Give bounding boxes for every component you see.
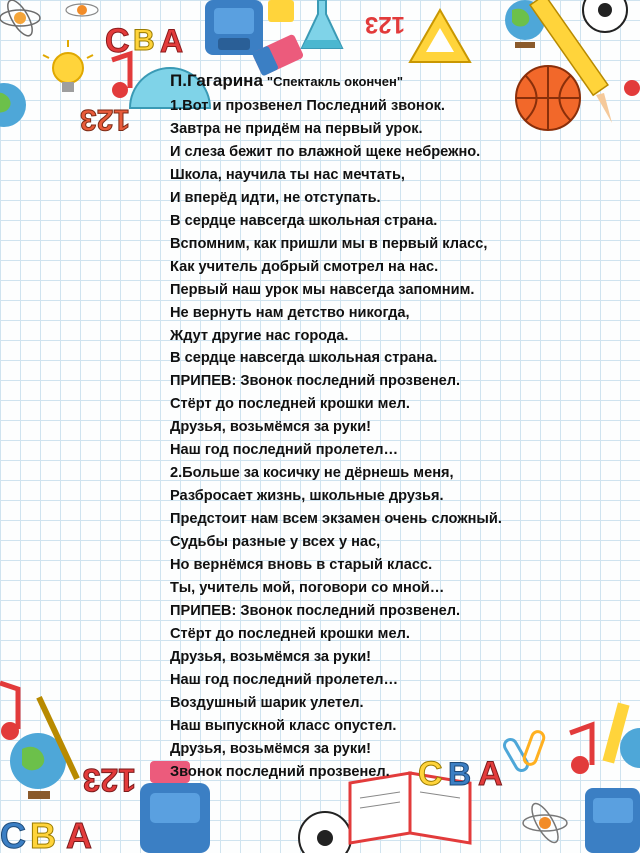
paint-tube-icon bbox=[268, 0, 294, 22]
poem-line: Завтра не придём на первый урок. bbox=[170, 120, 423, 137]
poem-line: Наш год последний пролетел… bbox=[170, 671, 399, 688]
poem-line: Ты, учитель мой, поговори со мной… bbox=[170, 580, 445, 597]
title-row bbox=[170, 70, 600, 93]
poem-line: Воздушный шарик улетел. bbox=[170, 694, 364, 711]
atom-icon bbox=[66, 4, 98, 16]
poem-line: Стёрт до последней крошки мел. bbox=[170, 625, 410, 642]
atom-icon bbox=[0, 0, 40, 39]
triangle-ruler-icon bbox=[410, 10, 470, 62]
poem-line: Друзья, возьмёмся за руки! bbox=[170, 648, 372, 665]
music-note-icon bbox=[112, 54, 130, 98]
poem-line: Звонок последний прозвенел. bbox=[170, 763, 390, 780]
poem-document bbox=[170, 70, 600, 784]
poem-line: Разбросает жизнь, школьные друзья. bbox=[170, 488, 444, 505]
poem-line: Первый наш урок мы навсегда запомним. bbox=[170, 281, 475, 298]
poem-line: ПРИПЕВ: Звонок последний прозвенел. bbox=[170, 373, 461, 390]
numbers-left: 123 bbox=[79, 103, 130, 136]
flask-icon bbox=[302, 0, 342, 48]
svg-text:A: A bbox=[160, 23, 184, 59]
poem-line: В сердце навсегда школьная страна. bbox=[170, 350, 438, 367]
poem-line: Ждут другие нас города. bbox=[170, 327, 349, 344]
globe-icon bbox=[620, 728, 640, 768]
poem-lines bbox=[170, 95, 600, 784]
backpack-icon bbox=[140, 783, 210, 853]
poem-line: Но вернёмся вновь в старый класс. bbox=[170, 557, 433, 574]
music-note-icon bbox=[624, 80, 640, 96]
poem-line: Наш выпускной класс опустел. bbox=[170, 717, 397, 734]
poem-line: Друзья, возьмёмся за руки! bbox=[170, 419, 372, 436]
poem-line: ПРИПЕВ: Звонок последний прозвенел. bbox=[170, 602, 461, 619]
svg-text:B: B bbox=[30, 815, 56, 853]
poem-line: И вперёд идти, не отступать. bbox=[170, 189, 381, 206]
poem-line: 1.Вот и прозвенел Последний звонок. bbox=[170, 98, 445, 114]
music-note-icon bbox=[0, 683, 19, 740]
author-name: П.Гагарина bbox=[170, 71, 263, 90]
poem-line: Не вернуть нам детство никогда, bbox=[170, 304, 410, 321]
svg-text:B: B bbox=[133, 24, 155, 57]
svg-text:C: C bbox=[0, 815, 26, 853]
poem-line: Предстоит нам всем экзамен очень сложный. bbox=[170, 511, 502, 528]
atom-icon bbox=[523, 800, 567, 846]
backpack-icon bbox=[205, 0, 263, 55]
poem-title: "Спектакль окончен" bbox=[266, 74, 404, 89]
svg-text:A: A bbox=[66, 815, 92, 853]
poem-line: В сердце навсегда школьная страна. bbox=[170, 212, 438, 229]
svg-text:A: A bbox=[478, 755, 503, 793]
letters-top: C bbox=[105, 22, 130, 60]
numbers-top: 123 bbox=[364, 11, 405, 38]
poem-line: 2.Больше за косичку не дёрнешь меня, bbox=[170, 465, 454, 482]
poem-line: Судьбы разные у всех у нас, bbox=[170, 534, 381, 551]
letters-bottom: C bbox=[418, 755, 443, 793]
numbers-bottom: 123 bbox=[82, 762, 136, 798]
poem-line: Друзья, возьмёмся за руки! bbox=[170, 740, 372, 757]
poem-line: Стёрт до последней крошки мел. bbox=[170, 396, 410, 413]
poem-line: И слеза бежит по влажной щеке небрежно. bbox=[170, 143, 481, 160]
globe-icon bbox=[0, 83, 26, 127]
poem-line: Школа, научила ты нас мечтать, bbox=[170, 166, 405, 183]
backpack-icon bbox=[585, 788, 640, 853]
soccer-ball-icon bbox=[583, 0, 627, 32]
lightbulb-icon bbox=[43, 40, 93, 92]
poem-line: Вспомним, как пришли мы в первый класс, bbox=[170, 235, 488, 252]
svg-text:B: B bbox=[448, 756, 472, 792]
soccer-ball-icon bbox=[299, 812, 351, 853]
poem-line: Наш год последний пролетел… bbox=[170, 442, 399, 459]
poem-line: Как учитель добрый смотрел на нас. bbox=[170, 258, 439, 275]
